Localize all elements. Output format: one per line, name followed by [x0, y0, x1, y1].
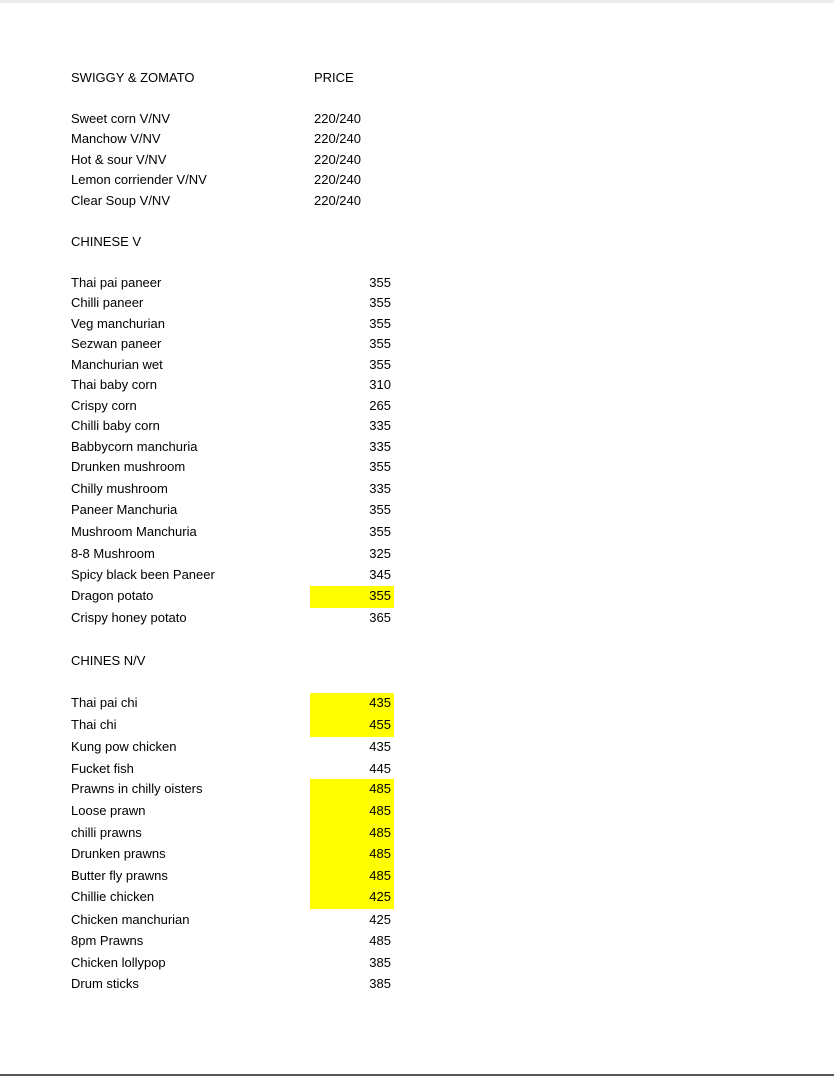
menu-row-highlighted: [0, 586, 834, 606]
menu-row: [0, 416, 834, 436]
item-price: 355: [369, 357, 391, 372]
item-name: Fucket fish: [71, 761, 134, 776]
item-name: Loose prawn: [71, 803, 146, 818]
item-price: 365: [369, 610, 391, 625]
menu-row: [0, 910, 834, 930]
menu-row: [0, 974, 834, 994]
menu-row: [0, 931, 834, 951]
item-price-highlighted: 455: [310, 715, 394, 737]
item-name: Manchurian wet: [71, 357, 163, 372]
menu-row: [0, 608, 834, 628]
item-name: Sezwan paneer: [71, 336, 162, 351]
item-name: Thai chi: [71, 717, 117, 732]
item-price: 355: [369, 275, 391, 290]
menu-row-highlighted: [0, 693, 834, 713]
item-name: Drunken mushroom: [71, 459, 186, 474]
item-price: 435: [369, 739, 391, 754]
item-name: Veg manchurian: [71, 316, 165, 331]
item-name: Thai baby corn: [71, 377, 157, 392]
item-price-highlighted: 435: [310, 693, 394, 715]
item-price: 445: [369, 761, 391, 776]
item-price-highlighted: 355: [310, 586, 394, 608]
item-price-highlighted: 485: [310, 866, 394, 888]
item-name: Chicken lollypop: [71, 955, 166, 970]
menu-row: [0, 500, 834, 520]
item-name: Hot & sour V/NV: [71, 152, 167, 167]
item-name: 8pm Prawns: [71, 933, 144, 948]
top-divider: [0, 0, 834, 3]
section-title-chinese-v: CHINESE V: [71, 234, 142, 249]
item-price: 335: [369, 418, 391, 433]
item-name: Chilli paneer: [71, 295, 144, 310]
item-name: Thai pai paneer: [71, 275, 162, 290]
menu-row-highlighted: [0, 801, 834, 821]
item-name: Chilly mushroom: [71, 481, 168, 496]
item-price: 355: [369, 459, 391, 474]
menu-row: [0, 953, 834, 973]
item-name: Chilli baby corn: [71, 418, 160, 433]
menu-row: [0, 396, 834, 416]
header-row: [0, 68, 834, 88]
item-price: 335: [369, 481, 391, 496]
item-price: 325: [369, 546, 391, 561]
item-name: Chillie chicken: [71, 889, 155, 904]
item-price-highlighted: 425: [310, 887, 394, 909]
item-price: 355: [369, 524, 391, 539]
item-price: 310: [369, 377, 391, 392]
item-name: Butter fly prawns: [71, 868, 168, 883]
menu-row: [0, 437, 834, 457]
menu-row: [0, 293, 834, 313]
item-price: 220/240: [314, 193, 361, 208]
menu-row: [0, 522, 834, 542]
item-price: 425: [369, 912, 391, 927]
item-name: Lemon corriender V/NV: [71, 172, 207, 187]
menu-row: [0, 479, 834, 499]
item-name: Paneer Manchuria: [71, 502, 178, 517]
soup-row: [0, 191, 834, 211]
menu-row: [0, 544, 834, 564]
menu-row: [0, 565, 834, 585]
section-heading: [0, 232, 834, 252]
item-price: 355: [369, 336, 391, 351]
item-name: Sweet corn V/NV: [71, 111, 170, 126]
menu-row-highlighted: [0, 779, 834, 799]
item-name: Prawns in chilly oisters: [71, 781, 203, 796]
menu-row-highlighted: [0, 844, 834, 864]
item-name: Chicken manchurian: [71, 912, 190, 927]
item-name: Drunken prawns: [71, 846, 166, 861]
item-price: 345: [369, 567, 391, 582]
menu-row-highlighted: [0, 823, 834, 843]
item-name: Crispy honey potato: [71, 610, 187, 625]
menu-row: [0, 334, 834, 354]
item-price: 355: [369, 502, 391, 517]
item-name: Dragon potato: [71, 588, 154, 603]
section-title-chines-nv: CHINES N/V: [71, 653, 146, 668]
item-name: Thai pai chi: [71, 695, 138, 710]
item-price: 265: [369, 398, 391, 413]
item-name: Spicy black been Paneer: [71, 567, 215, 582]
item-price-highlighted: 485: [310, 823, 394, 845]
item-name: Drum sticks: [71, 976, 139, 991]
menu-row-highlighted: [0, 887, 834, 907]
item-name: chilli prawns: [71, 825, 142, 840]
item-price-highlighted: 485: [310, 844, 394, 866]
item-price: 220/240: [314, 131, 361, 146]
item-price-highlighted: 485: [310, 779, 394, 801]
menu-row: [0, 314, 834, 334]
soup-row: [0, 150, 834, 170]
item-name: Crispy corn: [71, 398, 137, 413]
soup-row: [0, 129, 834, 149]
menu-row-highlighted: [0, 866, 834, 886]
menu-title: SWIGGY & ZOMATO: [71, 70, 195, 85]
menu-row: [0, 737, 834, 757]
price-column-header: PRICE: [314, 70, 354, 85]
soup-row: [0, 109, 834, 129]
soup-row: [0, 170, 834, 190]
menu-row: [0, 273, 834, 293]
item-price: 220/240: [314, 172, 361, 187]
item-name: Mushroom Manchuria: [71, 524, 197, 539]
item-price: 385: [369, 955, 391, 970]
item-price: 355: [369, 295, 391, 310]
item-name: Manchow V/NV: [71, 131, 161, 146]
item-price: 355: [369, 316, 391, 331]
menu-row: [0, 355, 834, 375]
item-name: Babbycorn manchuria: [71, 439, 198, 454]
menu-row: [0, 457, 834, 477]
item-name: Kung pow chicken: [71, 739, 177, 754]
item-price: 220/240: [314, 111, 361, 126]
menu-row: [0, 375, 834, 395]
item-name: Clear Soup V/NV: [71, 193, 170, 208]
item-price: 220/240: [314, 152, 361, 167]
menu-row: [0, 759, 834, 779]
menu-row-highlighted: [0, 715, 834, 735]
item-price-highlighted: 485: [310, 801, 394, 823]
item-price: 335: [369, 439, 391, 454]
item-price: 385: [369, 976, 391, 991]
item-price: 485: [369, 933, 391, 948]
item-name: 8-8 Mushroom: [71, 546, 155, 561]
section-heading: [0, 651, 834, 671]
